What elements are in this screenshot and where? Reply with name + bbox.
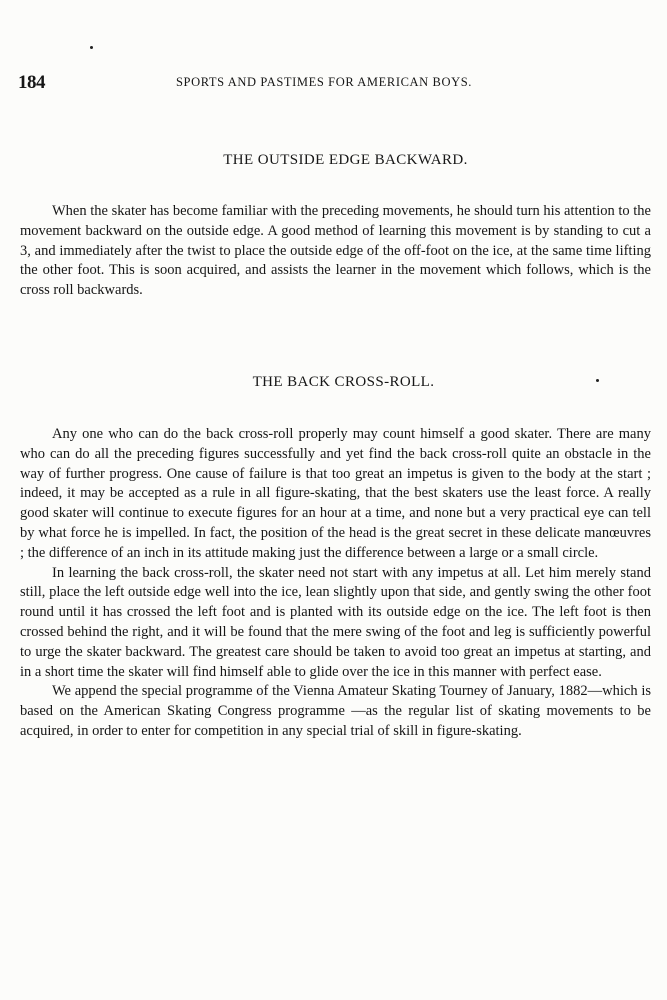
page-header [18,72,658,94]
page-number: 184 [18,72,45,93]
section-body [20,425,651,742]
paragraph: In learning the back cross-roll, the skater need not start with any impetus at all. Let him merely stand still, place the left outside edge well into the ice, lean slightly upon that side, and gently swing the other foot round until it has crossed the left foot and is planted with its outside edge on the ice. The left foot is then crossed behind the right, and it will be found that the mere swing of the foot and leg is sufficiently powerful to urge the skater backward. The greatest care should be taken to avoid too great an impetus at starting, and in a short time the skater will find himself able to glide over the ice in this manner with perfect ease. [20,564,651,680]
paragraph: When the skater has become familiar with the preceding movements, he should turn his attention to the movement backward on the outside edge. A good method of learning this movement is by standing to cut a 3, and immediately after the twist to place the outside edge of the off-foot on the ice, at the same time lifting the other foot. This is soon acquired, and assists the learner in the movement which follows, which is the cross roll backwards. [20,203,651,299]
section-heading: THE OUTSIDE EDGE BACKWARD. [223,152,468,168]
section-body [20,202,651,301]
paragraph: Any one who can do the back cross-roll properly may count himself a good skater. There are many who can do all the preceding figures successfully and yet find the back cross-roll quite an obstacle in the way of further progress. One cause of failure is that too great an impetus is given to the body at the start ; indeed, it may be accepted as a rule in all figure-skating, that the best skaters use the least force. A really good skater will continue to execute figures for an hour at a time, and none but a very practical eye can tell by what force he is impelled. In fact, the position of the head is the great secret in these delicate manœuvres ; the difference of an inch in its attitude making just the difference between a large or a small circle. [20,426,651,561]
print-speck [90,46,93,49]
paragraph: We append the special programme of the Vienna Amateur Skating Tourney of January, 1882—which is based on the American Skating Congress programme —as the regular list of skating movements to be acquired, in order to enter for competition in any special trial of skill in figure-skating. [20,683,651,739]
running-head: SPORTS AND PASTIMES FOR AMERICAN BOYS. [176,75,472,89]
section-heading: THE BACK CROSS-ROLL. [252,374,435,390]
